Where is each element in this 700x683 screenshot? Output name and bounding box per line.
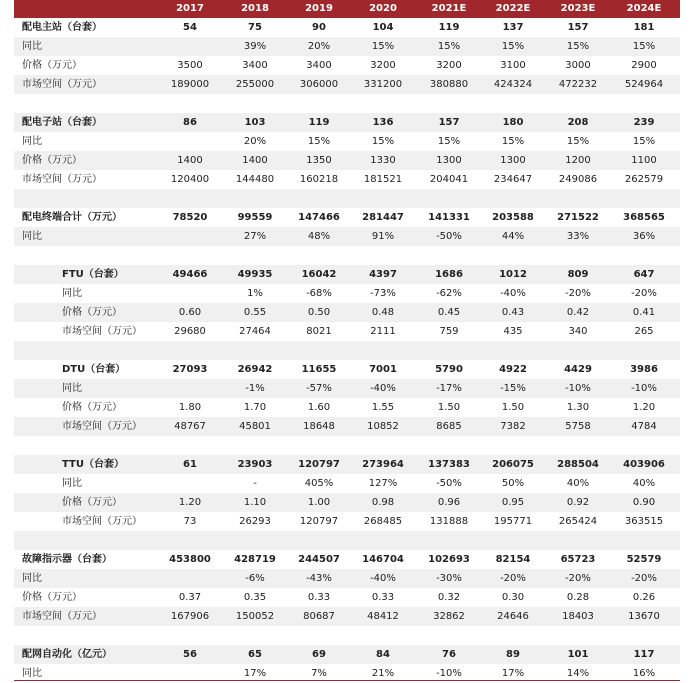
row-label: 配电主站（台套） bbox=[22, 22, 102, 33]
cell-value: - bbox=[253, 478, 257, 489]
cell-value: -10% bbox=[565, 383, 591, 394]
cell-value: 0.90 bbox=[632, 497, 656, 508]
cell-value: 17% bbox=[243, 668, 267, 679]
cell-value: 5758 bbox=[565, 421, 591, 432]
cell-value: 39% bbox=[243, 41, 267, 52]
row-label: 配电终端合计（万元） bbox=[22, 212, 122, 223]
cell-value: 4429 bbox=[564, 364, 592, 375]
cell-value: 1400 bbox=[177, 155, 203, 166]
year-header: 2020 bbox=[369, 3, 397, 14]
cell-value: 0.98 bbox=[371, 497, 395, 508]
cell-value: 160218 bbox=[299, 174, 339, 185]
cell-value: 7001 bbox=[369, 364, 397, 375]
row-label: TTU（台套） bbox=[62, 459, 124, 470]
cell-value: 65723 bbox=[560, 554, 596, 565]
cell-value: 0.43 bbox=[501, 307, 525, 318]
cell-value: 17% bbox=[501, 668, 525, 679]
cell-value: 0.35 bbox=[243, 592, 267, 603]
cell-value: 181 bbox=[633, 22, 655, 33]
cell-value: 16042 bbox=[301, 269, 337, 280]
cell-value: 0.33 bbox=[307, 592, 331, 603]
row-label: 市场空间（万元） bbox=[62, 516, 142, 527]
cell-value: 0.37 bbox=[178, 592, 202, 603]
table-row bbox=[14, 56, 680, 75]
row-label: 同比 bbox=[62, 288, 82, 299]
cell-value: 11655 bbox=[301, 364, 337, 375]
cell-value: 15% bbox=[501, 41, 525, 52]
cell-value: 0.48 bbox=[371, 307, 395, 318]
cell-value: -57% bbox=[306, 383, 332, 394]
cell-value: 0.55 bbox=[243, 307, 267, 318]
cell-value: 380880 bbox=[429, 79, 469, 90]
cell-value: -40% bbox=[370, 573, 396, 584]
cell-value: -17% bbox=[436, 383, 462, 394]
cell-value: 150052 bbox=[235, 611, 275, 622]
cell-value: 288504 bbox=[557, 459, 599, 470]
row-label: 价格（万元） bbox=[22, 592, 82, 603]
cell-value: 14% bbox=[566, 668, 590, 679]
cell-value: 249086 bbox=[558, 174, 598, 185]
cell-value: 75 bbox=[248, 22, 262, 33]
cell-value: 4922 bbox=[499, 364, 527, 375]
cell-value: 127% bbox=[368, 478, 398, 489]
cell-value: 20% bbox=[243, 136, 267, 147]
row-label: 市场空间（万元） bbox=[62, 421, 142, 432]
table-row bbox=[14, 569, 680, 588]
cell-value: 1.50 bbox=[501, 402, 525, 413]
cell-value: 3200 bbox=[370, 60, 396, 71]
cell-value: 146704 bbox=[362, 554, 404, 565]
cell-value: 0.96 bbox=[437, 497, 461, 508]
cell-value: 244507 bbox=[298, 554, 340, 565]
cell-value: 29680 bbox=[174, 326, 206, 337]
table-row bbox=[14, 550, 680, 569]
cell-value: 84 bbox=[376, 649, 390, 660]
cell-value: 86 bbox=[183, 117, 197, 128]
row-label: 同比 bbox=[62, 383, 82, 394]
table-row bbox=[14, 189, 680, 208]
table-row bbox=[14, 512, 680, 531]
row-label: 同比 bbox=[22, 136, 42, 147]
cell-value: 0.33 bbox=[371, 592, 395, 603]
cell-value: 91% bbox=[371, 231, 395, 242]
cell-value: 1.70 bbox=[243, 402, 267, 413]
cell-value: 1100 bbox=[631, 155, 657, 166]
cell-value: 136 bbox=[372, 117, 394, 128]
cell-value: 26293 bbox=[239, 516, 271, 527]
cell-value: 15% bbox=[437, 41, 461, 52]
cell-value: 157 bbox=[567, 22, 589, 33]
cell-value: 54 bbox=[183, 22, 197, 33]
cell-value: 52579 bbox=[626, 554, 662, 565]
table-row bbox=[14, 474, 680, 493]
cell-value: 8021 bbox=[306, 326, 332, 337]
table-row bbox=[14, 303, 680, 322]
table-row bbox=[14, 626, 680, 645]
cell-value: 80687 bbox=[303, 611, 335, 622]
row-label: 同比 bbox=[22, 231, 42, 242]
year-header: 2024E bbox=[626, 3, 662, 14]
cell-value: 15% bbox=[501, 136, 525, 147]
cell-value: 180 bbox=[502, 117, 524, 128]
year-header: 2018 bbox=[241, 3, 269, 14]
cell-value: 1.20 bbox=[178, 497, 202, 508]
cell-value: 99559 bbox=[237, 212, 273, 223]
cell-value: -40% bbox=[370, 383, 396, 394]
cell-value: 1300 bbox=[500, 155, 526, 166]
cell-value: 2111 bbox=[370, 326, 396, 337]
cell-value: 119 bbox=[308, 117, 330, 128]
table-row bbox=[14, 37, 680, 56]
table-row bbox=[14, 151, 680, 170]
cell-value: 208 bbox=[567, 117, 589, 128]
cell-value: 1% bbox=[247, 288, 263, 299]
table-row bbox=[14, 360, 680, 379]
cell-value: 167906 bbox=[170, 611, 210, 622]
cell-value: 306000 bbox=[299, 79, 339, 90]
cell-value: 453800 bbox=[169, 554, 211, 565]
cell-value: 76 bbox=[442, 649, 456, 660]
cell-value: 428719 bbox=[234, 554, 276, 565]
cell-value: 234647 bbox=[493, 174, 533, 185]
cell-value: 255000 bbox=[235, 79, 275, 90]
cell-value: 206075 bbox=[492, 459, 534, 470]
cell-value: 90 bbox=[312, 22, 326, 33]
cell-value: -40% bbox=[500, 288, 526, 299]
cell-value: 1400 bbox=[242, 155, 268, 166]
cell-value: 8685 bbox=[436, 421, 462, 432]
cell-value: -15% bbox=[500, 383, 526, 394]
row-label: FTU（台套） bbox=[62, 269, 124, 280]
cell-value: 1012 bbox=[499, 269, 527, 280]
cell-value: 119 bbox=[438, 22, 460, 33]
table-row bbox=[14, 94, 680, 113]
cell-value: 7382 bbox=[500, 421, 526, 432]
table-row bbox=[14, 398, 680, 417]
cell-value: 181521 bbox=[363, 174, 403, 185]
cell-value: 101 bbox=[567, 649, 589, 660]
table-row bbox=[14, 417, 680, 436]
cell-value: 157 bbox=[438, 117, 460, 128]
cell-value: 1.60 bbox=[307, 402, 331, 413]
cell-value: 203588 bbox=[492, 212, 534, 223]
cell-value: 5790 bbox=[435, 364, 463, 375]
cell-value: 27% bbox=[243, 231, 267, 242]
cell-value: 1.10 bbox=[243, 497, 267, 508]
cell-value: 50% bbox=[501, 478, 525, 489]
cell-value: 405% bbox=[304, 478, 334, 489]
cell-value: 189000 bbox=[170, 79, 210, 90]
cell-value: 265424 bbox=[558, 516, 598, 527]
cell-value: -20% bbox=[631, 288, 657, 299]
cell-value: 3400 bbox=[306, 60, 332, 71]
cell-value: 27093 bbox=[172, 364, 208, 375]
cell-value: 15% bbox=[437, 136, 461, 147]
table-row bbox=[14, 132, 680, 151]
cell-value: 18648 bbox=[303, 421, 335, 432]
cell-value: -20% bbox=[631, 573, 657, 584]
row-label: 配电子站（台套） bbox=[22, 117, 102, 128]
cell-value: 15% bbox=[371, 136, 395, 147]
year-header: 2022E bbox=[495, 3, 531, 14]
row-label: 市场空间（万元） bbox=[62, 326, 142, 337]
cell-value: 524964 bbox=[624, 79, 664, 90]
cell-value: 0.92 bbox=[566, 497, 590, 508]
cell-value: 44% bbox=[501, 231, 525, 242]
cell-value: 23903 bbox=[237, 459, 273, 470]
cell-value: 20% bbox=[307, 41, 331, 52]
row-label: 同比 bbox=[22, 41, 42, 52]
table-row bbox=[14, 208, 680, 227]
cell-value: 368565 bbox=[623, 212, 665, 223]
table-row bbox=[14, 531, 680, 550]
table-row bbox=[14, 18, 680, 37]
row-label: 市场空间（万元） bbox=[22, 174, 102, 185]
table-row bbox=[14, 265, 680, 284]
cell-value: 65 bbox=[248, 649, 262, 660]
cell-value: 13670 bbox=[628, 611, 660, 622]
table-row bbox=[14, 645, 680, 664]
cell-value: 89 bbox=[506, 649, 520, 660]
cell-value: -62% bbox=[436, 288, 462, 299]
cell-value: 0.60 bbox=[178, 307, 202, 318]
cell-value: 33% bbox=[566, 231, 590, 242]
cell-value: 36% bbox=[632, 231, 656, 242]
cell-value: 16% bbox=[632, 668, 656, 679]
table-row bbox=[14, 246, 680, 265]
cell-value: 131888 bbox=[429, 516, 469, 527]
cell-value: 69 bbox=[312, 649, 326, 660]
cell-value: 435 bbox=[503, 326, 523, 337]
cell-value: 0.95 bbox=[501, 497, 525, 508]
cell-value: 0.50 bbox=[307, 307, 331, 318]
cell-value: 120797 bbox=[299, 516, 339, 527]
cell-value: 239 bbox=[633, 117, 655, 128]
cell-value: 15% bbox=[307, 136, 331, 147]
row-label: 故障指示器（台套） bbox=[22, 554, 112, 565]
cell-value: 3100 bbox=[500, 60, 526, 71]
cell-value: 1.30 bbox=[566, 402, 590, 413]
cell-value: 2900 bbox=[631, 60, 657, 71]
cell-value: 0.30 bbox=[501, 592, 525, 603]
cell-value: 49466 bbox=[172, 269, 208, 280]
row-label: DTU（台套） bbox=[62, 364, 126, 375]
cell-value: -20% bbox=[500, 573, 526, 584]
cell-value: 24646 bbox=[497, 611, 529, 622]
cell-value: 204041 bbox=[429, 174, 469, 185]
cell-value: 0.45 bbox=[437, 307, 461, 318]
cell-value: 4784 bbox=[631, 421, 657, 432]
table-row bbox=[14, 379, 680, 398]
cell-value: 48767 bbox=[174, 421, 206, 432]
cell-value: 78520 bbox=[172, 212, 208, 223]
cell-value: -50% bbox=[436, 231, 462, 242]
table-row bbox=[14, 493, 680, 512]
cell-value: 1300 bbox=[436, 155, 462, 166]
cell-value: -1% bbox=[245, 383, 265, 394]
cell-value: 56 bbox=[183, 649, 197, 660]
year-header: 2017 bbox=[176, 3, 204, 14]
row-label: 市场空间（万元） bbox=[22, 79, 102, 90]
cell-value: 265 bbox=[634, 326, 654, 337]
cell-value: 647 bbox=[633, 269, 655, 280]
row-label: 价格（万元） bbox=[62, 497, 122, 508]
cell-value: 21% bbox=[371, 668, 395, 679]
cell-value: 1350 bbox=[306, 155, 332, 166]
table-row bbox=[14, 341, 680, 360]
row-label: 价格（万元） bbox=[22, 155, 82, 166]
cell-value: 137 bbox=[502, 22, 524, 33]
cell-value: 18403 bbox=[562, 611, 594, 622]
cell-value: 331200 bbox=[363, 79, 403, 90]
table-row bbox=[14, 607, 680, 626]
cell-value: 120797 bbox=[298, 459, 340, 470]
cell-value: 117 bbox=[633, 649, 655, 660]
cell-value: 61 bbox=[183, 459, 197, 470]
cell-value: -43% bbox=[306, 573, 332, 584]
cell-value: 40% bbox=[566, 478, 590, 489]
cell-value: 15% bbox=[632, 136, 656, 147]
cell-value: 1.20 bbox=[632, 402, 656, 413]
cell-value: 48412 bbox=[367, 611, 399, 622]
table-header bbox=[14, 0, 680, 18]
cell-value: 0.42 bbox=[566, 307, 590, 318]
cell-value: 45801 bbox=[239, 421, 271, 432]
cell-value: 103 bbox=[244, 117, 266, 128]
cell-value: -20% bbox=[565, 573, 591, 584]
cell-value: 49935 bbox=[237, 269, 273, 280]
table-row bbox=[14, 455, 680, 474]
cell-value: 271522 bbox=[557, 212, 599, 223]
cell-value: 1.55 bbox=[371, 402, 395, 413]
cell-value: 1686 bbox=[435, 269, 463, 280]
row-label: 同比 bbox=[62, 478, 82, 489]
row-label: 配网自动化（亿元） bbox=[22, 649, 112, 660]
table-row bbox=[14, 284, 680, 303]
cell-value: -10% bbox=[631, 383, 657, 394]
table-row bbox=[14, 170, 680, 189]
cell-value: 137383 bbox=[428, 459, 470, 470]
year-header: 2021E bbox=[431, 3, 467, 14]
row-label: 价格（万元） bbox=[62, 402, 122, 413]
table-row bbox=[14, 113, 680, 132]
cell-value: 273964 bbox=[362, 459, 404, 470]
cell-value: -20% bbox=[565, 288, 591, 299]
cell-value: 809 bbox=[567, 269, 589, 280]
cell-value: -73% bbox=[370, 288, 396, 299]
cell-value: 15% bbox=[632, 41, 656, 52]
cell-value: 262579 bbox=[624, 174, 664, 185]
table-row bbox=[14, 436, 680, 455]
cell-value: 15% bbox=[566, 41, 590, 52]
table-row bbox=[14, 322, 680, 341]
cell-value: -50% bbox=[436, 478, 462, 489]
cell-value: 281447 bbox=[362, 212, 404, 223]
cell-value: 120400 bbox=[170, 174, 210, 185]
cell-value: 3000 bbox=[565, 60, 591, 71]
cell-value: 102693 bbox=[428, 554, 470, 565]
row-label: 同比 bbox=[22, 668, 42, 679]
year-header: 2023E bbox=[560, 3, 596, 14]
cell-value: 26942 bbox=[237, 364, 273, 375]
row-label: 市场空间（万元） bbox=[22, 611, 102, 622]
cell-value: 0.32 bbox=[437, 592, 461, 603]
cell-value: 472232 bbox=[558, 79, 598, 90]
row-label: 价格（万元） bbox=[62, 307, 122, 318]
cell-value: 3986 bbox=[630, 364, 658, 375]
cell-value: -10% bbox=[436, 668, 462, 679]
cell-value: 268485 bbox=[363, 516, 403, 527]
cell-value: 48% bbox=[307, 231, 331, 242]
cell-value: 3400 bbox=[242, 60, 268, 71]
cell-value: -68% bbox=[306, 288, 332, 299]
cell-value: 1.00 bbox=[307, 497, 331, 508]
cell-value: 3200 bbox=[436, 60, 462, 71]
cell-value: 144480 bbox=[235, 174, 275, 185]
cell-value: 340 bbox=[568, 326, 588, 337]
cell-value: 40% bbox=[632, 478, 656, 489]
cell-value: 15% bbox=[371, 41, 395, 52]
cell-value: -30% bbox=[436, 573, 462, 584]
cell-value: 32862 bbox=[433, 611, 465, 622]
year-header: 2019 bbox=[305, 3, 333, 14]
cell-value: 147466 bbox=[298, 212, 340, 223]
cell-value: 424324 bbox=[493, 79, 533, 90]
cell-value: 1200 bbox=[565, 155, 591, 166]
cell-value: 1330 bbox=[370, 155, 396, 166]
cell-value: 0.26 bbox=[632, 592, 656, 603]
cell-value: 403906 bbox=[623, 459, 665, 470]
cell-value: 1.80 bbox=[178, 402, 202, 413]
cell-value: 141331 bbox=[428, 212, 470, 223]
cell-value: 195771 bbox=[493, 516, 533, 527]
cell-value: 10852 bbox=[367, 421, 399, 432]
row-label: 同比 bbox=[22, 573, 42, 584]
cell-value: 363515 bbox=[624, 516, 664, 527]
cell-value: 104 bbox=[372, 22, 394, 33]
cell-value: 73 bbox=[183, 516, 197, 527]
cell-value: 82154 bbox=[495, 554, 531, 565]
cell-value: -6% bbox=[245, 573, 265, 584]
table-row bbox=[14, 588, 680, 607]
cell-value: 3500 bbox=[177, 60, 203, 71]
cell-value: 27464 bbox=[239, 326, 271, 337]
cell-value: 759 bbox=[439, 326, 459, 337]
cell-value: 7% bbox=[311, 668, 327, 679]
cell-value: 0.28 bbox=[566, 592, 590, 603]
table-row bbox=[14, 75, 680, 94]
cell-value: 0.41 bbox=[632, 307, 656, 318]
cell-value: 4397 bbox=[369, 269, 397, 280]
row-label: 价格（万元） bbox=[22, 60, 82, 71]
table-row bbox=[14, 227, 680, 246]
cell-value: 1.50 bbox=[437, 402, 461, 413]
cell-value: 15% bbox=[566, 136, 590, 147]
